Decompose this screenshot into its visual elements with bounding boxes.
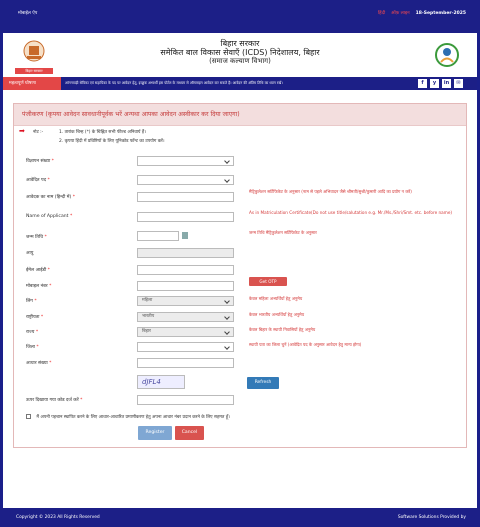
gender-select[interactable]: महिला	[137, 296, 234, 306]
header-line-2: समेकित बाल विकास सेवाएँ (ICDS) निदेशालय, बिहार	[160, 48, 320, 57]
icds-logo-icon	[433, 41, 461, 69]
label-email: ईमेल आईडी *	[26, 268, 50, 273]
header-line-3: (समाज कल्याण विभाग)	[209, 57, 271, 65]
mobile-input[interactable]	[137, 281, 234, 291]
registration-heading: पंजीकरण (कृपया आवेदन सावधानीपूर्वक भरें अन्यथा आपका आवेदन अस्वीकार कर दिया जाएगा)	[14, 104, 466, 126]
hint-state: केवल बिहार के स्थायी निवासियों हेतु अनुमेय	[249, 327, 316, 332]
cancel-button[interactable]: Cancel	[175, 426, 204, 440]
consent-checkbox[interactable]	[26, 414, 31, 419]
refresh-captcha-button[interactable]: Refresh	[247, 377, 279, 389]
ticker-label: महत्वपूर्ण घोषणा	[3, 77, 61, 90]
consent-text: मैं अपनी पहचान स्थापित करने के लिए आधार-आधारित प्रमाणीकरण हेतु अपना आधार नंबर प्रदान करने के लिए सहमत हूँ।	[36, 415, 230, 420]
hint-dob: जन्म तिथि मैट्रिकुलेशन सर्टिफिकेट के अनुसार	[249, 230, 317, 235]
name-english-input[interactable]	[137, 212, 234, 222]
aadhaar-input[interactable]	[137, 358, 234, 368]
arrow-icon: ➡	[19, 127, 25, 135]
top-bar-right	[378, 10, 466, 16]
label-district: जिला *	[26, 345, 39, 350]
note-1: 1. तारांक चिन्ह (*) के चिह्नित सभी फील्ड अनिवार्य हैं।	[59, 130, 146, 135]
header-line-1: बिहार सरकार	[220, 39, 260, 48]
youtube-icon[interactable]: y	[430, 79, 439, 88]
site-footer	[0, 508, 480, 527]
mobile-app-link[interactable]: मोबाईल ऐप	[18, 11, 38, 16]
announcement-ticker	[3, 77, 477, 90]
label-applied-post: आवेदित पद *	[26, 178, 50, 183]
label-dob: जन्म तिथि *	[26, 235, 47, 240]
advertisement-select[interactable]	[137, 156, 234, 166]
provider-text: Software Solutions Provided by	[397, 515, 466, 520]
calendar-icon[interactable]	[182, 232, 188, 239]
copyright-text: Copyright © 2023 All Rights Reserved	[16, 515, 100, 520]
name-hindi-input[interactable]	[137, 192, 234, 202]
top-bar	[0, 0, 480, 33]
mail-icon[interactable]: ✉	[454, 79, 463, 88]
social-links	[418, 79, 463, 88]
label-age: आयु	[26, 251, 34, 256]
consent-row	[26, 414, 230, 420]
email-input[interactable]	[137, 265, 234, 275]
nationality-select[interactable]: भारतीय	[137, 312, 234, 322]
label-mobile: मोबाइल नंबर *	[26, 284, 52, 289]
current-date: 18-September-2025	[415, 10, 466, 16]
label-nationality: राष्ट्रीयता *	[26, 315, 44, 320]
label-name-hindi: आवेदक का नाम (हिन्दी में) *	[26, 195, 76, 200]
label-captcha: ऊपर दिखाया गया कोड दर्ज करें *	[26, 398, 83, 403]
applied-post-select[interactable]	[137, 175, 234, 185]
emblem-caption: बिहार सरकार	[15, 68, 53, 74]
label-aadhaar: आधार संख्या *	[26, 361, 52, 366]
dob-input[interactable]	[137, 231, 179, 241]
label-state: राज्य *	[26, 330, 39, 335]
age-input	[137, 248, 234, 258]
hint-nationality: केवल भारतीय अभ्यर्थियाँ हेतु अनुमेय	[249, 312, 305, 317]
label-gender: लिंग *	[26, 299, 37, 304]
note-2: 2. कृपया हिंदी में प्रविष्टियों के लिए यूनिकोड फॉन्ट का उपयोग करें।	[59, 139, 165, 144]
facebook-icon[interactable]: f	[418, 79, 427, 88]
linkedin-icon[interactable]: in	[443, 80, 450, 86]
language-link[interactable]: हिंदी	[378, 11, 386, 16]
district-select[interactable]	[137, 342, 234, 352]
offline-link[interactable]: ऑफ़ लाइन	[391, 11, 410, 16]
register-button[interactable]: Register	[138, 426, 172, 440]
ticker-text: आंगनवाड़ी सेविका एवं सहायिका के पद पर आवेदन हेतु, इच्छुक अभ्यर्थी इस पोर्टल के माध्यम से ऑनलाइन आवेदन कर सकते हैं। आवेदन की अंतिम तिथि का ध्यान रखें।	[65, 81, 283, 85]
captcha-input[interactable]	[137, 395, 234, 405]
site-header	[3, 33, 477, 77]
label-advertisement-no: विज्ञापन संख्या *	[26, 159, 54, 164]
registration-card	[13, 103, 467, 448]
label-name-english: Name of Applicant *	[26, 214, 73, 219]
state-select[interactable]: बिहार	[137, 327, 234, 337]
captcha-image: dJFL4	[137, 375, 185, 389]
note-label: नोट :-	[33, 130, 44, 135]
get-otp-button[interactable]: Get OTP	[249, 277, 287, 286]
hint-name-english: As in Matriculation Certificate(Do not use title/salutation e.g. Mr./Ms./Shri/Smt. etc. before name)	[249, 210, 453, 215]
hint-district: स्थायी पता का जिला चुनें (आवेदित पद के अनुसार आवेदन हेतु मान्य होगा)	[249, 342, 362, 347]
hint-gender: केवल महिला अभ्यर्थियाँ हेतु अनुमेय	[249, 296, 303, 301]
hint-name-hindi: मैट्रिकुलेशन सर्टिफिकेट के अनुसार (नाम से पहले अभिवादन जैसे श्रीमती/सुश्री/कुमारी आदि का प्रयोग न करें)	[249, 189, 412, 194]
